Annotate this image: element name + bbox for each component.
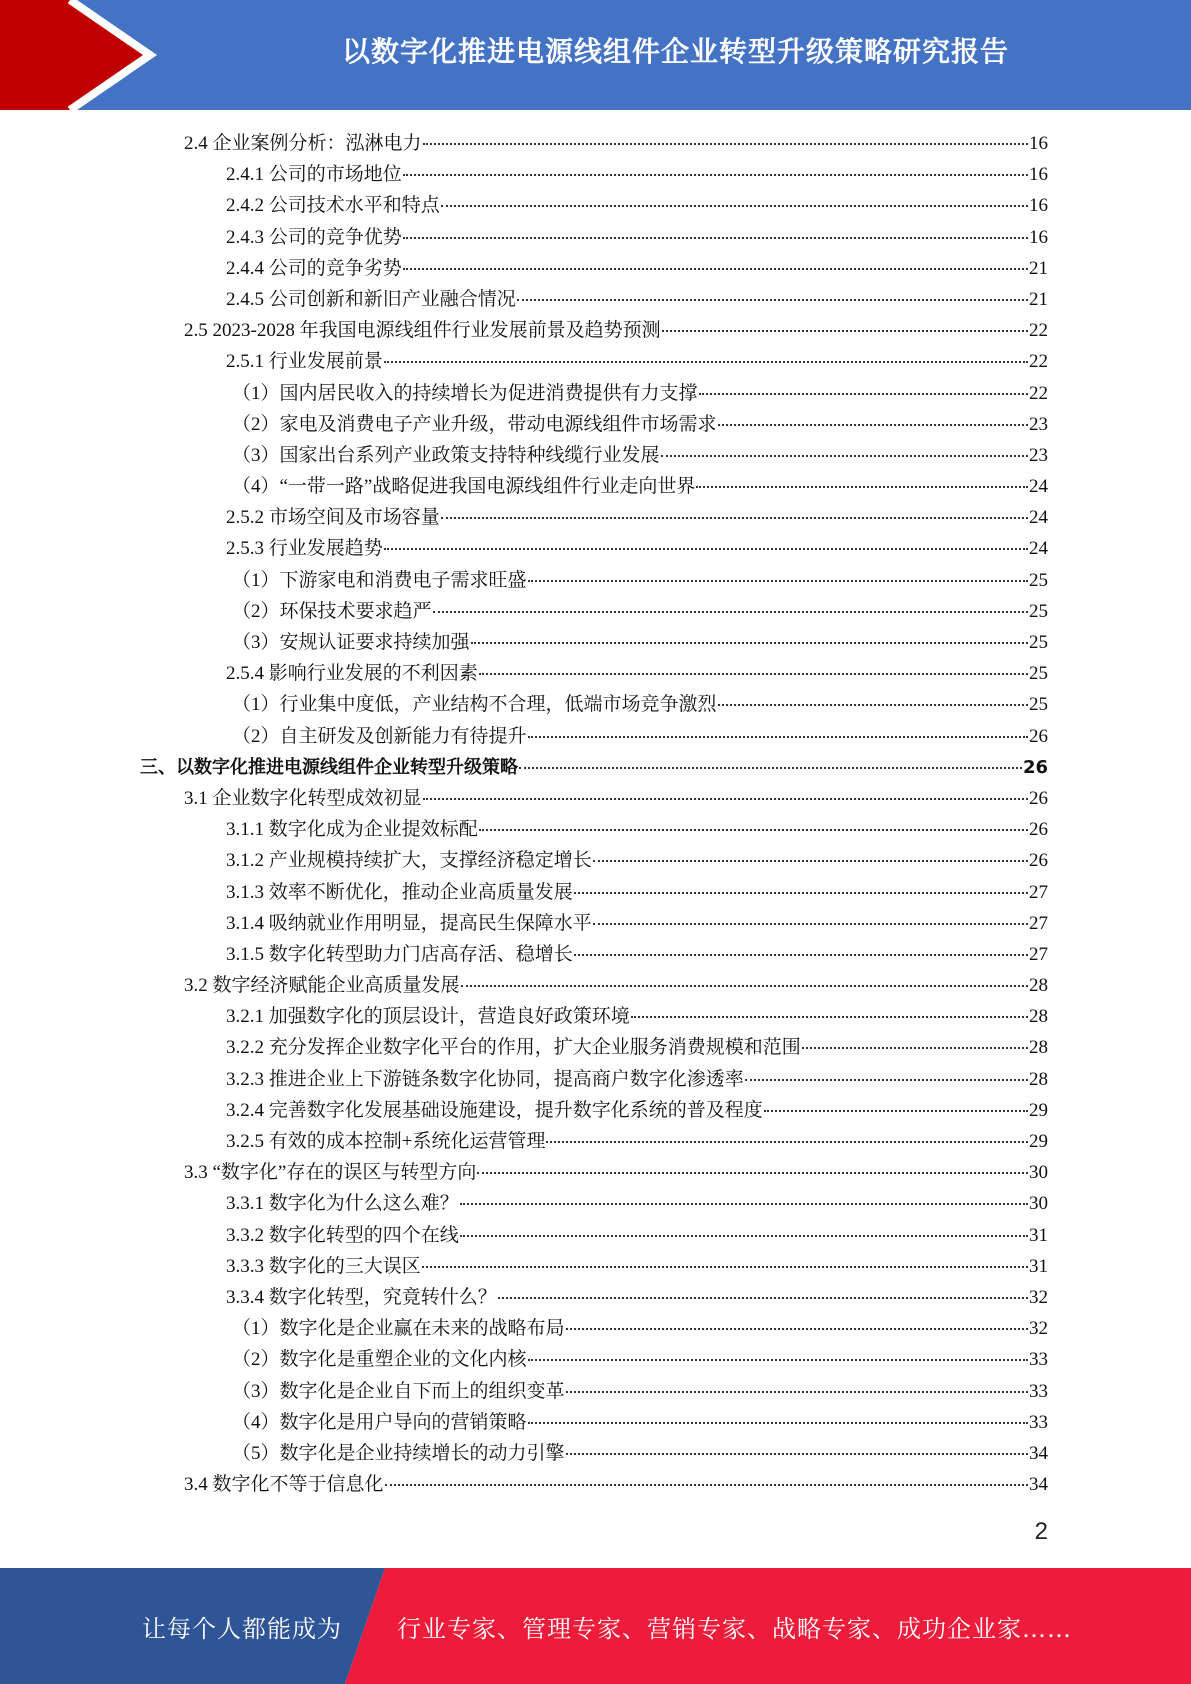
toc-entry-title: 三、以数字化推进电源线组件企业转型升级策略 [140, 756, 518, 778]
toc-entry[interactable] [140, 1407, 1048, 1438]
toc-leader-dots [403, 268, 1028, 270]
toc-entry-page: 28 [1029, 1006, 1048, 1028]
toc-entry-title: （4）数字化是用户导向的营销策略 [232, 1411, 527, 1433]
toc-entry-title: 3.3.1 数字化为什么这么难？ [226, 1193, 459, 1215]
toc-entry-title: （2）环保技术要求趋严 [232, 600, 432, 622]
toc-entry-page: 28 [1029, 1037, 1048, 1059]
toc-entry-page: 28 [1029, 1068, 1048, 1090]
toc-entry[interactable] [140, 1251, 1048, 1282]
toc-entry-page: 31 [1029, 1255, 1048, 1277]
toc-entry-title: 3.1.4 吸纳就业作用明显，提高民生保障水平 [226, 912, 592, 934]
toc-entry-title: 3.2.3 推进企业上下游链条数字化协同，提高商户数字化渗透率 [226, 1068, 744, 1090]
toc-leader-dots [661, 455, 1028, 457]
toc-leader-dots [441, 205, 1028, 207]
toc-leader-dots [631, 1016, 1028, 1018]
toc-entry-page: 21 [1029, 288, 1048, 310]
toc-leader-dots [517, 299, 1028, 301]
toc-leader-dots [528, 1359, 1028, 1361]
toc-leader-dots [699, 393, 1028, 395]
toc-entry-title: 2.4 企业案例分析：泓淋电力 [184, 133, 422, 154]
toc-entry-title: （1）行业集中度低，产业结构不合理，低端市场竞争激烈 [232, 694, 717, 716]
toc-entry[interactable] [140, 1126, 1048, 1157]
toc-entry[interactable] [140, 721, 1048, 752]
toc-leader-dots [764, 1110, 1028, 1112]
toc-leader-dots [566, 1328, 1028, 1330]
toc-entry[interactable] [140, 1157, 1048, 1188]
toc-entry-page: 32 [1029, 1318, 1048, 1340]
toc-entry[interactable] [140, 1469, 1048, 1500]
toc-entry[interactable] [140, 378, 1048, 409]
toc-entry-title: （4）“一带一路”战略促进我国电源线组件行业走向世界 [232, 476, 696, 498]
toc-leader-dots [718, 704, 1028, 706]
toc-entry[interactable] [140, 627, 1048, 658]
toc-entry[interactable] [140, 253, 1048, 284]
toc-entry-title: （3）数字化是企业自下而上的组织变革 [232, 1380, 565, 1402]
footer-slogan-left: 让每个人都能成为 [142, 1614, 342, 1643]
toc-entry[interactable] [140, 1001, 1048, 1032]
toc-entry[interactable] [140, 502, 1048, 533]
toc-entry-page: 22 [1029, 351, 1048, 373]
toc-leader-dots [422, 1266, 1028, 1268]
toc-entry[interactable] [140, 533, 1048, 564]
toc-entry[interactable] [140, 471, 1048, 502]
toc-leader-dots [519, 767, 1022, 769]
toc-entry-page: 26 [1029, 819, 1048, 841]
toc-leader-dots [662, 330, 1028, 332]
toc-entry-title: 3.3 “数字化”存在的误区与转型方向 [184, 1162, 477, 1184]
toc-entry-page: 23 [1029, 444, 1048, 466]
toc-leader-dots [593, 923, 1028, 925]
toc-entry-title: 3.1.5 数字化转型助力门店高存活、稳增长 [226, 943, 573, 965]
toc-entry-page: 26 [1029, 787, 1048, 809]
toc-entry-title: 3.3.4 数字化转型，究竟转什么？ [226, 1286, 497, 1308]
toc-entry-page: 25 [1029, 632, 1048, 653]
toc-entry-title: 2.4.2 公司技术水平和特点 [226, 195, 440, 217]
toc-entry-title: 3.2.1 加强数字化的顶层设计，营造良好政策环境 [226, 1006, 630, 1028]
toc-entry-title: 2.5.3 行业发展趋势 [226, 538, 383, 560]
toc-leader-dots [479, 673, 1028, 675]
toc-entry-page: 31 [1029, 1224, 1048, 1246]
toc-entry-title: 2.5 2023-2028 年我国电源线组件行业发展前景及趋势预测 [184, 320, 661, 342]
toc-entry-title: 3.1.2 产业规模持续扩大，支撑经济稳定增长 [226, 850, 592, 872]
toc-entry-title: （2）数字化是重塑企业的文化内核 [232, 1349, 527, 1371]
toc-entry[interactable] [140, 346, 1048, 377]
toc-leader-dots [403, 174, 1028, 176]
toc-entry[interactable] [140, 1376, 1048, 1407]
toc-entry-page: 21 [1029, 257, 1048, 279]
toc-leader-dots [718, 424, 1028, 426]
toc-leader-dots [593, 860, 1028, 862]
toc-entry[interactable] [140, 409, 1048, 440]
toc-entry-page: 26 [1022, 756, 1048, 778]
toc-leader-dots [471, 642, 1028, 644]
toc-entry[interactable] [140, 315, 1048, 346]
footer-slogan-right: 行业专家、管理专家、营销专家、战略专家、成功企业家…… [397, 1614, 1072, 1643]
toc-entry-title: 3.1 企业数字化转型成效初显 [184, 787, 422, 809]
toc-entry-page: 16 [1029, 133, 1048, 154]
toc-entry-title: 3.2.5 有效的成本控制+系统化运营管理 [226, 1131, 546, 1152]
toc-entry-page: 30 [1029, 1162, 1048, 1184]
toc-leader-dots [433, 611, 1028, 613]
toc-entry-page: 24 [1029, 476, 1048, 498]
toc-entry-page: 27 [1029, 912, 1048, 934]
toc-leader-dots [574, 892, 1028, 894]
toc-entry-title: （3）国家出台系列产业政策支持特种线缆行业发展 [232, 444, 660, 466]
toc-leader-dots [461, 985, 1028, 987]
toc-entry[interactable] [140, 1344, 1048, 1375]
toc-entry[interactable] [140, 877, 1048, 908]
toc-entry[interactable] [140, 752, 1048, 783]
toc-leader-dots [528, 580, 1028, 582]
toc-leader-dots [566, 1453, 1028, 1455]
toc-entry-title: （1）国内居民收入的持续增长为促进消费提供有力支撑 [232, 382, 698, 404]
toc-entry-page: 34 [1029, 1442, 1048, 1464]
toc-leader-dots [385, 1484, 1028, 1486]
toc-entry-title: 2.4.3 公司的竞争优势 [226, 226, 402, 248]
toc-entry-page: 24 [1029, 507, 1048, 529]
toc-entry-title: 3.2.4 完善数字化发展基础设施建设，提升数字化系统的普及程度 [226, 1099, 763, 1121]
toc-leader-dots [802, 1047, 1028, 1049]
toc-entry-title: 2.5.4 影响行业发展的不利因素 [226, 663, 478, 685]
toc-entry-title: （1）数字化是企业赢在未来的战略布局 [232, 1318, 565, 1340]
toc-entry-page: 27 [1029, 881, 1048, 903]
toc-entry-page: 25 [1029, 569, 1048, 591]
toc-entry-title: 2.4.5 公司创新和新旧产业融合情况 [226, 288, 516, 310]
toc-leader-dots [460, 1203, 1028, 1205]
toc-entry-title: 3.1.1 数字化成为企业提效标配 [226, 819, 478, 841]
toc-entry[interactable] [140, 565, 1048, 596]
toc-entry-page: 16 [1029, 164, 1048, 186]
toc-leader-dots [384, 361, 1028, 363]
toc-leader-dots [423, 798, 1028, 800]
toc-entry[interactable] [140, 222, 1048, 253]
toc-leader-dots [528, 736, 1028, 738]
toc-entry-page: 25 [1029, 600, 1048, 622]
toc-leader-dots [745, 1079, 1028, 1081]
toc-entry[interactable] [140, 159, 1048, 190]
toc-entry-title: 2.5.1 行业发展前景 [226, 351, 383, 373]
toc-entry[interactable] [140, 908, 1048, 939]
toc-entry[interactable] [140, 1032, 1048, 1063]
toc-entry[interactable] [140, 1438, 1048, 1469]
toc-entry-page: 25 [1029, 694, 1048, 716]
toc-entry-page: 24 [1029, 538, 1048, 560]
toc-entry[interactable] [140, 1064, 1048, 1095]
toc-leader-dots [528, 1422, 1028, 1424]
toc-entry[interactable] [140, 190, 1048, 221]
toc-entry-title: （2）自主研发及创新能力有待提升 [232, 725, 527, 747]
toc-entry[interactable] [140, 1282, 1048, 1313]
toc-entry[interactable] [140, 440, 1048, 471]
toc-entry[interactable] [140, 128, 1048, 159]
page-number: 2 [1034, 1518, 1048, 1545]
toc-leader-dots [423, 143, 1028, 145]
toc-entry-title: 3.2 数字经济赋能企业高质量发展 [184, 975, 460, 997]
toc-entry-page: 27 [1029, 943, 1048, 965]
toc-entry-page: 26 [1029, 850, 1048, 872]
toc-entry-page: 23 [1029, 413, 1048, 435]
toc-leader-dots [477, 1172, 1028, 1174]
toc-entry[interactable] [140, 596, 1048, 627]
toc-entry[interactable] [140, 814, 1048, 845]
toc-entry-page: 34 [1029, 1474, 1048, 1496]
toc-entry-title: 2.4.4 公司的竞争劣势 [226, 257, 402, 279]
toc-entry-page: 29 [1029, 1099, 1048, 1121]
toc-entry[interactable] [140, 1313, 1048, 1344]
toc-entry[interactable] [140, 783, 1048, 814]
toc-leader-dots [566, 1391, 1028, 1393]
toc-entry-title: （1）下游家电和消费电子需求旺盛 [232, 569, 527, 591]
toc-entry[interactable] [140, 658, 1048, 689]
toc-entry-title: （5）数字化是企业持续增长的动力引擎 [232, 1442, 565, 1464]
toc-leader-dots [696, 486, 1028, 488]
footer-band [0, 1568, 1191, 1684]
toc-entry-title: 3.3.3 数字化的三大误区 [226, 1255, 421, 1277]
toc-leader-dots [403, 237, 1028, 239]
toc-entry-title: 3.4 数字化不等于信息化 [184, 1474, 384, 1496]
toc-entry-page: 16 [1029, 195, 1048, 217]
toc-entry-title: 3.3.2 数字化转型的四个在线 [226, 1224, 459, 1246]
toc-entry[interactable] [140, 1095, 1048, 1126]
toc-entry-title: 3.2.2 充分发挥企业数字化平台的作用，扩大企业服务消费规模和范围 [226, 1037, 801, 1059]
table-of-contents [140, 128, 1048, 1500]
toc-entry[interactable] [140, 284, 1048, 315]
toc-entry[interactable] [140, 1188, 1048, 1219]
toc-entry-page: 22 [1029, 320, 1048, 342]
toc-entry-title: 2.4.1 公司的市场地位 [226, 164, 402, 186]
toc-entry-page: 22 [1029, 382, 1048, 404]
toc-entry-page: 33 [1029, 1380, 1048, 1402]
toc-leader-dots [479, 829, 1028, 831]
toc-entry[interactable] [140, 1220, 1048, 1251]
toc-leader-dots [384, 548, 1028, 550]
toc-entry[interactable] [140, 689, 1048, 720]
toc-entry-title: 2.5.2 市场空间及市场容量 [226, 507, 440, 529]
report-title: 以数字化推进电源线组件企业转型升级策略研究报告 [341, 35, 1009, 68]
toc-entry-page: 33 [1029, 1349, 1048, 1371]
toc-entry-page: 32 [1029, 1286, 1048, 1308]
toc-leader-dots [574, 954, 1028, 956]
toc-entry-page: 28 [1029, 975, 1048, 997]
toc-entry[interactable] [140, 939, 1048, 970]
toc-entry-title: 3.1.3 效率不断优化，推动企业高质量发展 [226, 881, 573, 903]
toc-entry-title: （3）安规认证要求持续加强 [232, 632, 470, 653]
toc-leader-dots [441, 517, 1028, 519]
toc-entry-page: 29 [1029, 1131, 1048, 1152]
toc-entry-page: 30 [1029, 1193, 1048, 1215]
toc-leader-dots [460, 1235, 1028, 1237]
toc-entry-page: 26 [1029, 725, 1048, 747]
toc-entry[interactable] [140, 845, 1048, 876]
toc-entry-page: 16 [1029, 226, 1048, 248]
toc-entry-title: （2）家电及消费电子产业升级，带动电源线组件市场需求 [232, 413, 717, 435]
toc-leader-dots [498, 1297, 1028, 1299]
toc-entry-page: 25 [1029, 663, 1048, 685]
header-band [0, 0, 1191, 110]
toc-entry-page: 33 [1029, 1411, 1048, 1433]
toc-leader-dots [546, 1141, 1028, 1143]
toc-entry[interactable] [140, 970, 1048, 1001]
